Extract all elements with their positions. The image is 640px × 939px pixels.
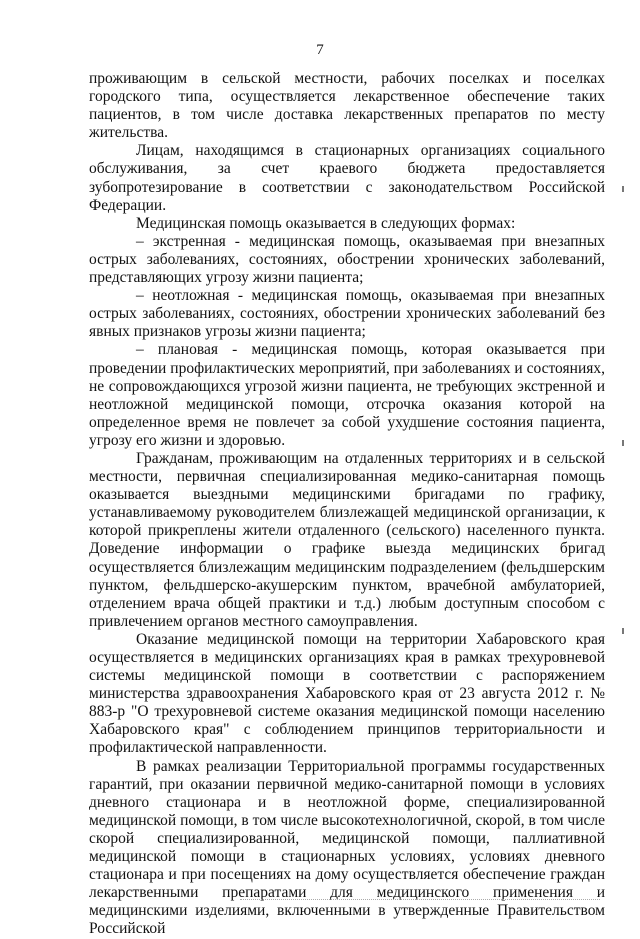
scan-edge-line [240, 899, 600, 900]
document-body [89, 70, 605, 939]
paragraph-three-level-system: Оказание медицинской помощи на территории Хабаровского края осуществляется в медицинских организациях края в рамках трехуровневой системы медицинской помощи в соответствии с распоряжением министерства здравоохранения Хабаровского края от 23 августа 2012 г. № 883-р "О трехуровневой системе оказания медицинской помощи населению Хабаровского края" с соблюдением принципов территориальности и профилактической направленности. [89, 630, 605, 757]
paragraph-continuation: проживающим в сельской местности, рабочих поселках и поселках городского типа, осуществляется лекарственное обеспечение таких пациентов, в том числе доставка лекарственных препаратов по месту жительства. [89, 70, 605, 142]
paragraph-social-institutions: Лицам, находящимся в стационарных организациях социального обслуживания, за счет краевого бюджета предоставляется зубопротезирование в соответствии с законодательством Российской Федерации. [89, 142, 605, 214]
page-number: 7 [316, 42, 324, 58]
scan-artifact [622, 186, 624, 192]
paragraph-remote-areas: Гражданам, проживающим на отдаленных территориях и в сельской местности, первичная специализированная медико-санитарная помощь оказывается выездными медицинскими бригадами по графику, устанавливаемому руководителем близлежащей медицинской организации, к которой прикреплены жители отдаленного (сельского) населенного пункта. Доведение информации о графике выезда медицинских бригад осуществляется близлежащим медицинским подразделением (фельдшерским пунктом, фельдшерско-акушерским пунктом, врачебной амбулаторией, отделением врача общей практики и т.д.) любым доступным способом с привлечением органов местного самоуправления. [89, 449, 605, 630]
list-item-planned: – плановая - медицинская помощь, которая оказывается при проведении профилактических мероприятий, при заболеваниях и состояниях, не сопровождающихся угрозой жизни пациента, не требующих экстренной и неотложной медицинской помощи, отсрочка оказания которой на определенное время не повлечет за собой ухудшение состояния пациента, угрозу его жизни и здоровью. [89, 341, 605, 449]
list-item-urgent: – неотложная - медицинская помощь, оказываемая при внезапных острых заболеваниях, состояниях, обострении хронических заболеваний без явных признаков угрозы жизни пациента; [89, 287, 605, 341]
scan-artifact [622, 628, 624, 634]
paragraph-drug-provision: В рамках реализации Территориальной программы государственных гарантий, при оказании первичной медико-санитарной помощи в условиях дневного стационара и в неотложной форме, специализированной медицинской помощи, в том числе высокотехнологичной, скорой, в том числе скорой специализированной, медицинской помощи, паллиативной медицинской помощи в стационарных условиях, условиях дневного стационара и при посещениях на дому осуществляется обеспечение граждан лекарственными препаратами для медицинского применения и медицинскими изделиями, включенными в утвержденные Правительством Российской [89, 757, 605, 938]
scan-artifact [622, 440, 624, 446]
paragraph-forms-intro: Медицинская помощь оказывается в следующих формах: [136, 214, 516, 232]
list-item-emergency: – экстренная - медицинская помощь, оказываемая при внезапных острых заболеваниях, состояниях, обострении хронических заболеваний, представляющих угрозу жизни пациента; [89, 232, 605, 287]
